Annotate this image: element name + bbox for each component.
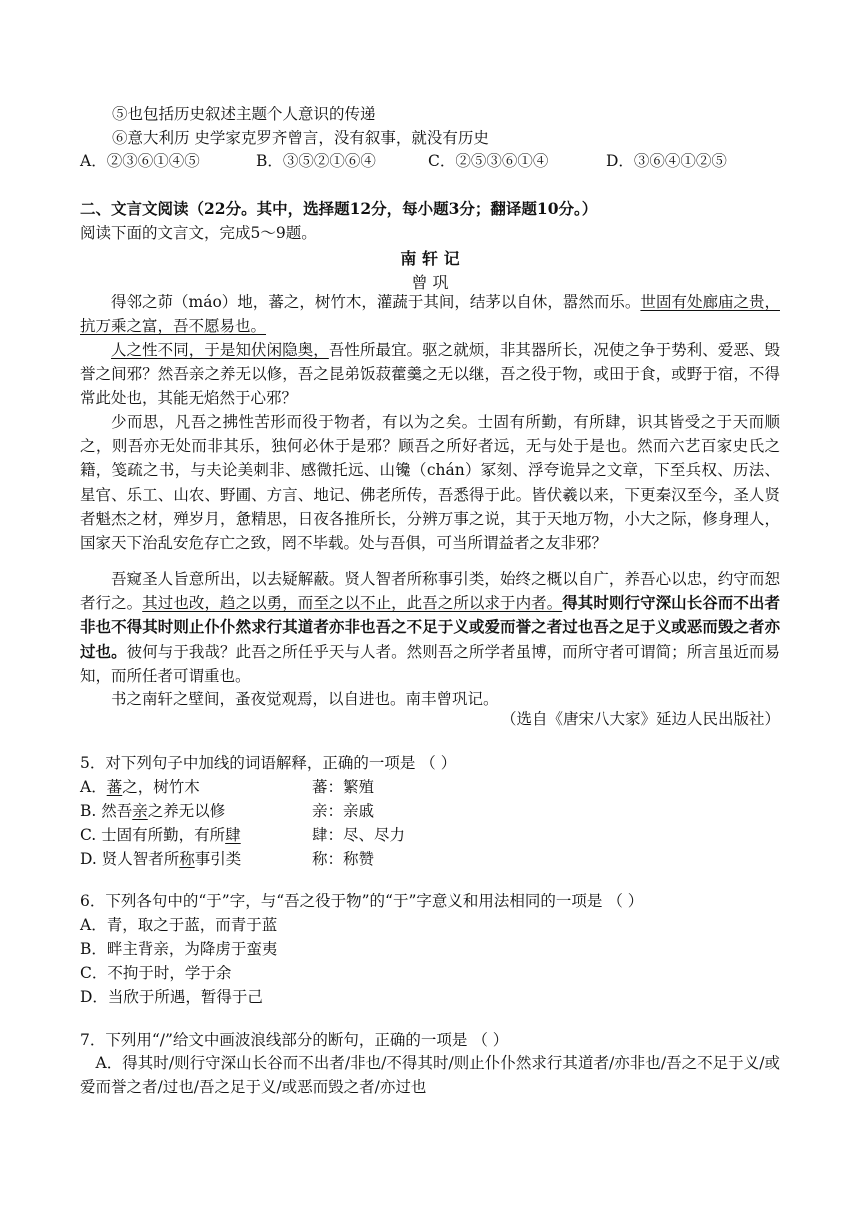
- q5-c-pre: C. 士固有所勤，有所: [80, 826, 226, 844]
- passage-paragraph-4: [80, 567, 780, 688]
- p4-text: 吾窥圣人旨意所出，以去疑解蔽。贤人智者所称事引类，始终之概以自广，养吾心以忠，约守而恕者行之。: [80, 570, 780, 613]
- passage-paragraph-5: 书之南轩之壁间，蚤夜觉观焉，以自进也。南丰曾巩记。: [111, 690, 499, 708]
- q5-d-pre: D. 贤人智者所: [80, 850, 180, 868]
- p4-text-end: 彼何与于我哉？此吾之所任乎天与人者。然则吾之所学者虽博，而所守者可谓简；所言虽近而易知，而所任者可谓重也。: [80, 642, 780, 685]
- q6-option-b: B．畔主背亲，为降虏于蛮夷: [80, 940, 278, 958]
- passage-author: 曾 巩: [411, 273, 449, 292]
- q7-option-a: A．得其时/则行守深山长谷而不出者/非也/不得其时/则止仆仆然求行其道者/亦非也/吾之不足于义/或爱而誉之者/过也/吾之足于义/或恶而毁之者/亦过也: [80, 1054, 780, 1097]
- q5-b-gloss: 亲：亲戚: [312, 802, 375, 820]
- p4-underlined: 其过也改，趋之以勇，而至之以不止，此吾之所以求于内者。: [142, 594, 563, 613]
- section-heading: 二、文言文阅读（22分。其中，选择题12分，每小题3分；翻译题10分。）: [80, 199, 598, 218]
- q5-d-post: 事引类: [194, 850, 242, 868]
- q5-a-post: 之，树竹木: [122, 778, 200, 796]
- p1-text: 得邻之茆（máo）地，蕃之，树竹木，灌蔬于其间，结茅以自休，嚣然而乐。: [111, 293, 641, 311]
- q6-stem: 6．下列各句中的“于”字，与“吾之役于物”的“于”字意义和用法相同的一项是 （ ）: [80, 892, 644, 910]
- passage-paragraph-1: [80, 290, 780, 338]
- option-b: B．③⑤②①⑥④: [256, 152, 376, 170]
- section-instruction: 阅读下面的文言文，完成5～9题。: [80, 224, 317, 242]
- p1-underlined: 世固有处廊庙之贵，抗万乘之富，吾不愿易也。: [80, 293, 780, 336]
- q5-a-gloss: 蕃：繁殖: [312, 778, 375, 796]
- q5-b-mark: 亲: [132, 802, 148, 820]
- q5-a-pre: A．: [80, 778, 107, 796]
- q6-option-c: C．不拘于时，学于余: [80, 964, 232, 982]
- q5-b-pre: B. 然吾: [80, 802, 133, 820]
- q5-stem: 5．对下列句子中加线的词语解释，正确的一项是 （ ）: [80, 754, 457, 772]
- p2-underlined: 人之性不同，于是知伏闲隐奥，: [111, 341, 329, 359]
- q5-row-a: [80, 777, 375, 797]
- p4-bold-wavy: 得其时则行守深山长谷而不出者非也不得其时则止仆仆然求行其道者亦非也吾之不足于义或爱而誉之者过也吾之足于义或恶而毁之者亦过也。: [80, 593, 780, 661]
- option-d: D．③⑥④①②⑤: [606, 152, 727, 170]
- item-5: ⑤也包括历史叙述主题个人意识的传递: [112, 105, 376, 123]
- q6-option-d: D．当欣于所遇，暂得于己: [80, 988, 263, 1006]
- p2-text: 吾性所最宜。驱之就烦，非其器所长，况使之争于势利、爱恶、毁誉之间邪？然吾亲之养无以修，吾之昆弟饭菽藿羹之无以继，吾之役于物，或田于食，或野于宿，不得常此处也，其能无焰然于心邪？: [80, 341, 780, 408]
- q5-b-post: 之养无以修: [147, 802, 226, 820]
- q5-row-c: [80, 825, 406, 845]
- q5-c-mark: 肆: [225, 826, 241, 844]
- q5-row-d: [80, 849, 375, 869]
- q7-stem: 7．下列用“/”给文中画波浪线部分的断句，正确的一项是 （ ）: [80, 1031, 509, 1049]
- passage-source: （选自《唐宋八大家》延边人民出版社）: [500, 710, 780, 728]
- q6-option-a: A．青，取之于蓝，而青于蓝: [80, 916, 278, 934]
- q5-d-gloss: 称：称赞: [312, 850, 375, 868]
- passage-paragraph-2: [80, 338, 780, 411]
- item-6: ⑥意大利历 史学家克罗齐曾言，没有叙事，就没有历史: [112, 129, 489, 147]
- q5-row-b: [80, 801, 375, 821]
- q5-c-gloss: 肆：尽、尽力: [312, 826, 406, 844]
- passage-paragraph-3: 少而思，凡吾之拂性苦形而役于物者，有以为之矣。士固有所勤，有所肆，识其皆受之于天而顺之，则吾亦无处而非其乐，独何必休于是邪？顾吾之所好者远，无与处于是也。然而六艺百家史氏之籍，笺疏之书，与夫论美刺非、感微托远、山镵（chán）冢刻、浮夸诡异之文章，下至兵权、历法、星官、乐工、山农、野圃、方言、地记、佛老所传，吾悉得于此。皆伏羲以来，下更秦汉至今，圣人贤者魁杰之材，殚岁月，惫精思，日夜各推所长，分辨万事之说，其于天地万物，小大之际，修身理人，国家天下治乱安危存亡之致，罔不毕载。处与吾俱，可当所谓益者之友非邪？: [80, 413, 780, 553]
- q5-d-mark: 称: [179, 850, 195, 868]
- q5-a-mark: 蕃: [106, 778, 123, 796]
- option-a: A．②③⑥①④⑤: [80, 152, 200, 170]
- passage-title: 南 轩 记: [400, 249, 460, 268]
- option-c: C．②⑤③⑥①④: [428, 152, 549, 170]
